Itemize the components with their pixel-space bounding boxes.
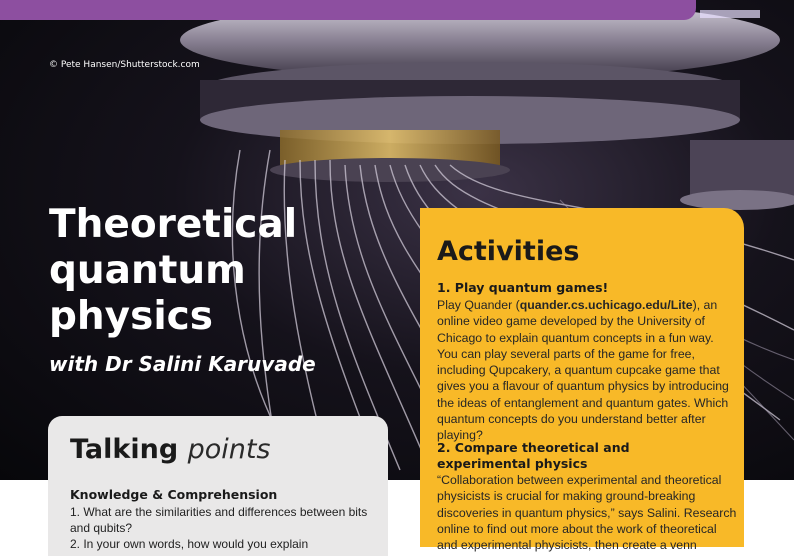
page-subtitle: with Dr Salini Karuvade (49, 352, 316, 376)
talking-points-heading-light: points (187, 434, 271, 465)
quander-link[interactable]: quander.cs.uchicago.edu/Lite (519, 298, 693, 312)
activity-body-text: Play Quander ( (437, 298, 520, 312)
header-accent-bar (0, 0, 696, 20)
talking-points-section: Knowledge & Comprehension (70, 487, 278, 502)
page-title: Theoretical quantum physics (49, 202, 298, 339)
activity-title: 1. Play quantum games! (437, 280, 609, 295)
talking-points-heading-bold: Talking (70, 434, 179, 465)
activity-body (437, 297, 737, 444)
activity-body: “Collaboration between experimental and theoretical physicists is crucial for making ground-breaking discoveries in quantum physics,” says Salini. Research online to find out more about the work of theoretical and experimental physicists, then create a venn (437, 473, 737, 553)
activity-title: 2. Compare theoretical and experimental physics (437, 440, 630, 471)
talking-points-panel (48, 416, 388, 556)
talking-point-item: 2. In your own words, how would you explain (70, 537, 309, 551)
talking-points-heading (70, 434, 271, 465)
talking-point-item: 1. What are the similarities and differences between bits and qubits? (70, 505, 368, 535)
photo-credit: © Pete Hansen/Shutterstock.com (49, 60, 200, 70)
activities-heading: Activities (437, 236, 580, 267)
activities-panel (420, 208, 744, 553)
activity-body-text: ), an online video game developed by the University of Chicago to explain quantum concepts in a fun way. You can play several parts of the game for free, including Qupcakery, a quantum cupcake game that gives you a flavour of quantum physics by introducing the ideas of entanglement and quantum gates. Which quantum concepts do you understand better after playing? (437, 298, 729, 443)
